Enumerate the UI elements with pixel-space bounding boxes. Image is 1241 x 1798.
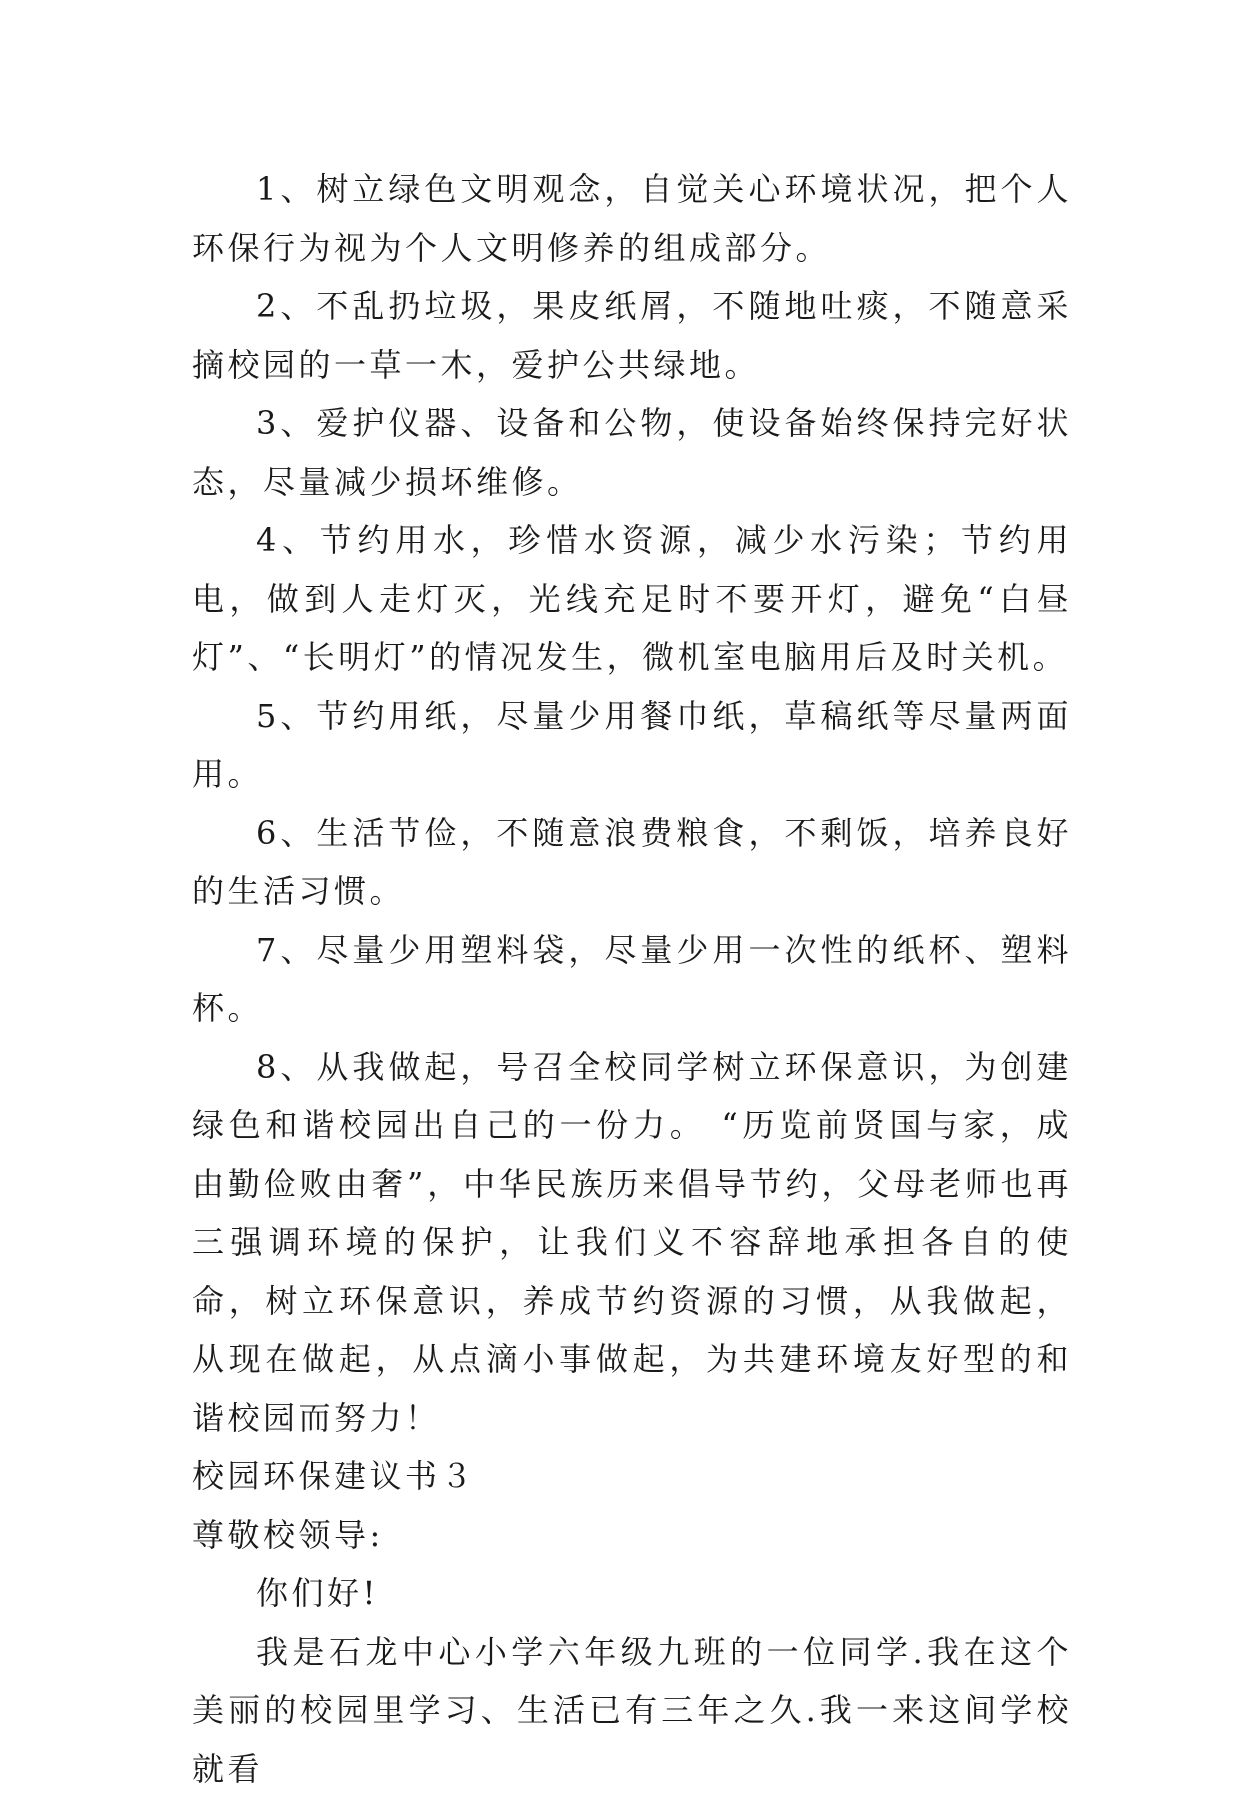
paragraph-item-3: 3、爱护仪器、设备和公物，使设备始终保持完好状态，尽量减少损坏维修。 — [192, 394, 1072, 511]
paragraph-item-4: 4、节约用水，珍惜水资源，减少水污染；节约用电，做到人走灯灭，光线充足时不要开灯，避免“白昼灯”、“长明灯”的情况发生，微机室电脑用后及时关机。 — [192, 511, 1072, 687]
greeting: 你们好! — [192, 1564, 1072, 1623]
paragraph-item-1: 1、树立绿色文明观念，自觉关心环境状况，把个人环保行为视为个人文明修养的组成部分。 — [192, 160, 1072, 277]
paragraph-item-7: 7、尽量少用塑料袋，尽量少用一次性的纸杯、塑料杯。 — [192, 921, 1072, 1038]
paragraph-item-5: 5、节约用纸，尽量少用餐巾纸，草稿纸等尽量两面用。 — [192, 687, 1072, 804]
document-body — [192, 160, 1072, 1798]
paragraph-item-8: 8、从我做起，号召全校同学树立环保意识，为创建绿色和谐校园出自己的一份力。 “历览前贤国与家，成由勤俭败由奢”，中华民族历来倡导节约，父母老师也再三强调环境的保护，让我们义不容辞地承担各自的使命，树立环保意识，养成节约资源的习惯，从我做起，从现在做起，从点滴小事做起，为共建环境友好型的和谐校园而努力！ — [192, 1038, 1072, 1448]
paragraph-item-2: 2、不乱扔垃圾，果皮纸屑，不随地吐痰，不随意采摘校园的一草一木，爱护公共绿地。 — [192, 277, 1072, 394]
intro-paragraph: 我是石龙中心小学六年级九班的一位同学.我在这个美丽的校园里学习、生活已有三年之久.我一来这间学校就看 — [192, 1623, 1072, 1798]
section-title: 校园环保建议书３ — [192, 1447, 1072, 1506]
paragraph-item-6: 6、生活节俭，不随意浪费粮食，不剩饭，培养良好的生活习惯。 — [192, 804, 1072, 921]
salutation: 尊敬校领导: — [192, 1506, 1072, 1565]
